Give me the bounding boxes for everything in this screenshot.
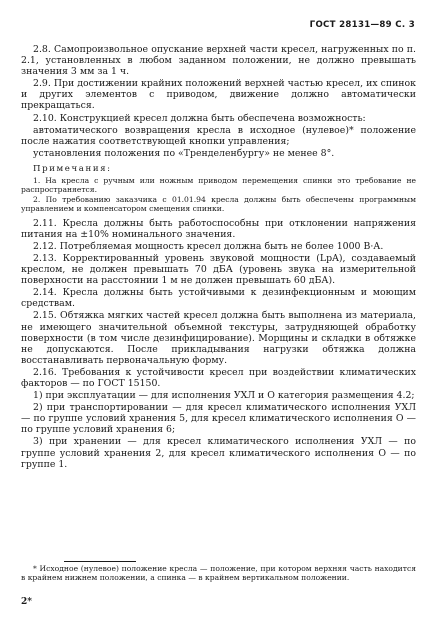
paragraph-2-16: 2.16. Требования к устойчивости кресел при воздействии климатических факторов — по ГОСТ 15150. (21, 366, 416, 389)
paragraph-2-10: 2.10. Конструкцией кресел должна быть обеспечена возможность: (33, 112, 366, 124)
note-item-1: 1. На кресла с ручным или ножным приводом перемещения спинки это требование не распространяется. (21, 176, 416, 195)
paragraph-2-14: 2.14. Кресла должны быть устойчивыми к дезинфекционным и моющим средствам. (21, 287, 416, 310)
page-marker: 2* (21, 597, 32, 607)
paragraph-2-9: 2.9. При достижении крайних положений верхней частью кресел, их спинок и других элементов с приводом, движение должно автоматически прекращаться. (21, 78, 416, 112)
document-body (21, 44, 416, 471)
notes-title: Примечания: (33, 163, 112, 174)
paragraph-2-15: 2.15. Обтяжка мягких частей кресел должна быть выполнена из материала, не имеющего значительной объемной текстуры, затрудняющей обработку поверхности (в том числе дезинфицирование). Морщины и складки в обтяжке не допускаются. После прикладывания нагрузки обтяжка должна восстанавливать первоначальную форму. (21, 310, 416, 366)
footnote: * Исходное (нулевое) положение кресла — положение, при котором верхняя часть находится в крайнем нижнем положении, а спинка — в крайнем вертикальном положении. (21, 564, 416, 583)
paragraph-2-16-item-3: 3) при хранении — для кресел климатического исполнения УХЛ — по группе условий хранения 2, для кресел климатического исполнения О — по группе 1. (21, 436, 416, 470)
paragraph-2-13: 2.13. Корректированный уровень звуковой мощности (LpA), создаваемый креслом, не должен превышать 70 дБА (уровень звука на измерительной поверхности на расстоянии 1 м не должен превышать 60 дБА). (21, 252, 416, 287)
paragraph-2-12: 2.12. Потребляемая мощность кресел должна быть не более 1000 В·А. (33, 240, 384, 252)
note-item-2: 2. По требованию заказчика с 01.01.94 кресла должны быть обеспечены программным управлением и компенсатором смещения спинки. (21, 194, 416, 214)
paragraph-2-10-item-1: автоматического возвращения кресла в исходное (нулевое)* положение после нажатия соответствующей кнопки управления; (21, 124, 416, 147)
page-header: ГОСТ 28131—89 С. 3 (309, 20, 415, 30)
paragraph-2-10-item-2: установления положения по «Тренделенбургу» не менее 8°. (33, 147, 335, 159)
footnote-divider (64, 561, 136, 562)
paragraph-2-16-item-1: 1) при эксплуатации — для исполнения УХЛ и О категория размещения 4.2; (33, 390, 415, 402)
paragraph-2-8: 2.8. Самопроизвольное опускание верхней части кресел, нагруженных по п. 2.1, установленных в любом заданном положении, не должно превышать значения 3 мм за 1 ч. (21, 44, 416, 78)
paragraph-2-11: 2.11. Кресла должны быть работоспособны при отклонении напряжения питания на ±10% номинального значения. (21, 217, 416, 240)
paragraph-2-16-item-2: 2) при транспортировании — для кресел климатического исполнения УХЛ — по группе условий хранения 5, для кресел климатического исполнения О — по группе условий хранения 6; (21, 402, 416, 436)
